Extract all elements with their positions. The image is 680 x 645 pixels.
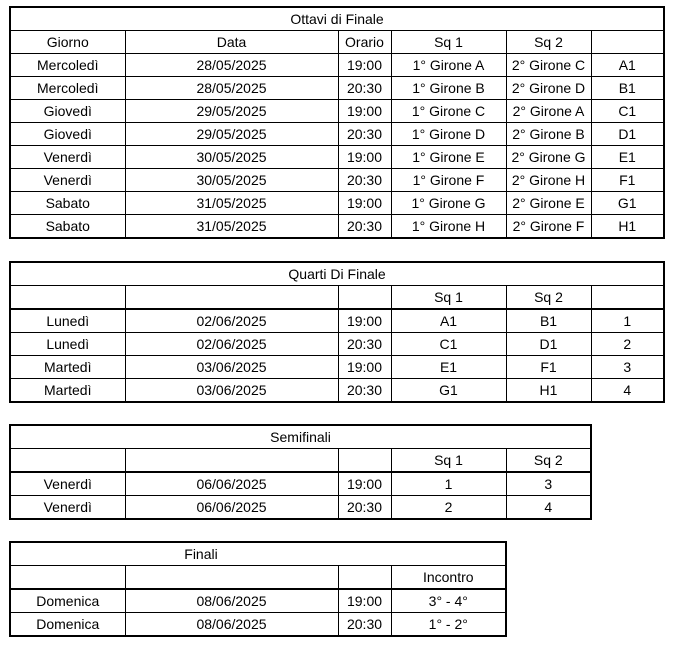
header-cell: Data (125, 31, 338, 54)
table-cell: A1 (591, 54, 664, 77)
table-cell: Sabato (10, 192, 125, 215)
table-cell: H1 (506, 379, 591, 403)
table-cell: 2° Girone C (506, 54, 591, 77)
header-cell (125, 449, 338, 473)
table-cell: 19:00 (338, 309, 391, 333)
header-cell: Sq 2 (506, 31, 591, 54)
table-cell: 2 (591, 333, 664, 356)
table-cell: 31/05/2025 (125, 192, 338, 215)
header-cell: Sq 1 (391, 449, 506, 473)
table-row (10, 309, 664, 333)
table-cell: B1 (506, 309, 591, 333)
table-cell: 1° Girone E (391, 146, 506, 169)
table-cell: 19:00 (338, 192, 391, 215)
table-cell: Martedì (10, 379, 125, 403)
header-cell (10, 566, 125, 590)
table-row (10, 356, 664, 379)
table-cell: 19:00 (338, 54, 391, 77)
table-cell: 2° Girone H (506, 169, 591, 192)
table-cell: 1° Girone H (391, 215, 506, 239)
table-cell: Venerdì (10, 496, 125, 520)
table-cell: 2 (391, 496, 506, 520)
table-row (10, 613, 506, 637)
table-cell: Lunedì (10, 333, 125, 356)
header-cell (591, 286, 664, 310)
ottavi-body (10, 54, 664, 239)
table-cell: Venerdì (10, 472, 125, 496)
table-cell: 08/06/2025 (125, 589, 338, 613)
table-cell: 2° Girone G (506, 146, 591, 169)
ottavi-title: Ottavi di Finale (10, 7, 664, 31)
table-cell: F1 (506, 356, 591, 379)
header-cell (125, 286, 338, 310)
table-cell: 2° Girone D (506, 77, 591, 100)
table-cell: 29/05/2025 (125, 123, 338, 146)
header-cell (338, 566, 391, 590)
finali-title-row (10, 542, 506, 566)
table-cell: 4 (591, 379, 664, 403)
table-cell: Venerdì (10, 169, 125, 192)
header-cell: Sq 2 (506, 449, 591, 473)
table-cell: 19:00 (338, 100, 391, 123)
table-row (10, 496, 591, 520)
table-cell: Giovedì (10, 100, 125, 123)
header-cell: Orario (338, 31, 391, 54)
table-cell: 1 (591, 309, 664, 333)
table-cell: 08/06/2025 (125, 613, 338, 637)
table-cell: E1 (591, 146, 664, 169)
table-cell: 30/05/2025 (125, 169, 338, 192)
table-cell: 20:30 (338, 169, 391, 192)
table-row (10, 379, 664, 403)
table-cell: D1 (506, 333, 591, 356)
table-row (10, 123, 664, 146)
table-cell: 20:30 (338, 123, 391, 146)
table-cell: 28/05/2025 (125, 54, 338, 77)
table-row (10, 589, 506, 613)
header-cell (10, 449, 125, 473)
table-cell: 1° Girone F (391, 169, 506, 192)
table-cell: 3 (591, 356, 664, 379)
table-cell: F1 (591, 169, 664, 192)
table-cell: 1° Girone B (391, 77, 506, 100)
table-cell: 20:30 (338, 215, 391, 239)
table-cell: 20:30 (338, 613, 391, 637)
header-cell: Giorno (10, 31, 125, 54)
table-cell: 30/05/2025 (125, 146, 338, 169)
semifinali-title-row (10, 425, 591, 449)
quarti-title: Quarti Di Finale (10, 262, 664, 286)
table-row (10, 169, 664, 192)
ottavi-table (9, 6, 665, 239)
table-cell: 03/06/2025 (125, 356, 338, 379)
table-cell: 3° - 4° (391, 589, 506, 613)
table-cell: Domenica (10, 589, 125, 613)
header-cell: Sq 1 (391, 286, 506, 310)
table-cell: Giovedì (10, 123, 125, 146)
table-cell: Mercoledì (10, 77, 125, 100)
table-cell: A1 (391, 309, 506, 333)
ottavi-title-row (10, 7, 664, 31)
table-cell: 4 (506, 496, 591, 520)
table-cell: 02/06/2025 (125, 333, 338, 356)
table-row (10, 146, 664, 169)
table-row (10, 100, 664, 123)
table-cell: G1 (591, 192, 664, 215)
table-cell: 20:30 (338, 379, 391, 403)
table-cell: 31/05/2025 (125, 215, 338, 239)
table-cell: 2° Girone A (506, 100, 591, 123)
header-cell: Incontro (391, 566, 506, 590)
semifinali-body (10, 472, 591, 519)
table-cell: H1 (591, 215, 664, 239)
table-cell: Lunedì (10, 309, 125, 333)
table-row (10, 77, 664, 100)
table-row (10, 215, 664, 239)
table-cell: B1 (591, 77, 664, 100)
quarti-body (10, 309, 664, 402)
table-cell: Sabato (10, 215, 125, 239)
table-row (10, 54, 664, 77)
table-cell: 2° Girone E (506, 192, 591, 215)
table-cell: 1° Girone G (391, 192, 506, 215)
finali-header-row (10, 566, 506, 590)
quarti-title-row (10, 262, 664, 286)
table-cell: 19:00 (338, 146, 391, 169)
table-row (10, 192, 664, 215)
header-cell (10, 286, 125, 310)
finali-table (9, 541, 507, 637)
table-cell: 03/06/2025 (125, 379, 338, 403)
header-cell (591, 31, 664, 54)
finali-title-blank (391, 542, 506, 566)
table-cell: 2° Girone B (506, 123, 591, 146)
table-cell: 06/06/2025 (125, 496, 338, 520)
header-cell: Sq 2 (506, 286, 591, 310)
table-cell: D1 (591, 123, 664, 146)
semifinali-table (9, 424, 592, 520)
table-cell: 3 (506, 472, 591, 496)
table-cell: Venerdì (10, 146, 125, 169)
table-cell: C1 (591, 100, 664, 123)
quarti-header-row (10, 286, 664, 310)
table-cell: Domenica (10, 613, 125, 637)
quarti-table (9, 261, 665, 403)
table-cell: 20:30 (338, 77, 391, 100)
table-cell: 20:30 (338, 333, 391, 356)
table-row (10, 472, 591, 496)
table-cell: 28/05/2025 (125, 77, 338, 100)
table-cell: Mercoledì (10, 54, 125, 77)
header-cell (338, 286, 391, 310)
table-row (10, 333, 664, 356)
table-cell: 1 (391, 472, 506, 496)
table-cell: 2° Girone F (506, 215, 591, 239)
table-cell: 1° Girone A (391, 54, 506, 77)
finali-body (10, 589, 506, 636)
table-cell: 19:00 (338, 589, 391, 613)
table-cell: 02/06/2025 (125, 309, 338, 333)
table-cell: 20:30 (338, 496, 391, 520)
table-cell: C1 (391, 333, 506, 356)
ottavi-header-row (10, 31, 664, 54)
table-cell: 1° Girone D (391, 123, 506, 146)
semifinali-header-row (10, 449, 591, 473)
table-cell: 1° - 2° (391, 613, 506, 637)
header-cell (338, 449, 391, 473)
header-cell (125, 566, 338, 590)
table-cell: G1 (391, 379, 506, 403)
finali-title: Finali (10, 542, 391, 566)
table-cell: 29/05/2025 (125, 100, 338, 123)
table-cell: E1 (391, 356, 506, 379)
table-cell: 19:00 (338, 472, 391, 496)
header-cell: Sq 1 (391, 31, 506, 54)
semifinali-title: Semifinali (10, 425, 591, 449)
table-cell: Martedì (10, 356, 125, 379)
table-cell: 1° Girone C (391, 100, 506, 123)
table-cell: 19:00 (338, 356, 391, 379)
table-cell: 06/06/2025 (125, 472, 338, 496)
